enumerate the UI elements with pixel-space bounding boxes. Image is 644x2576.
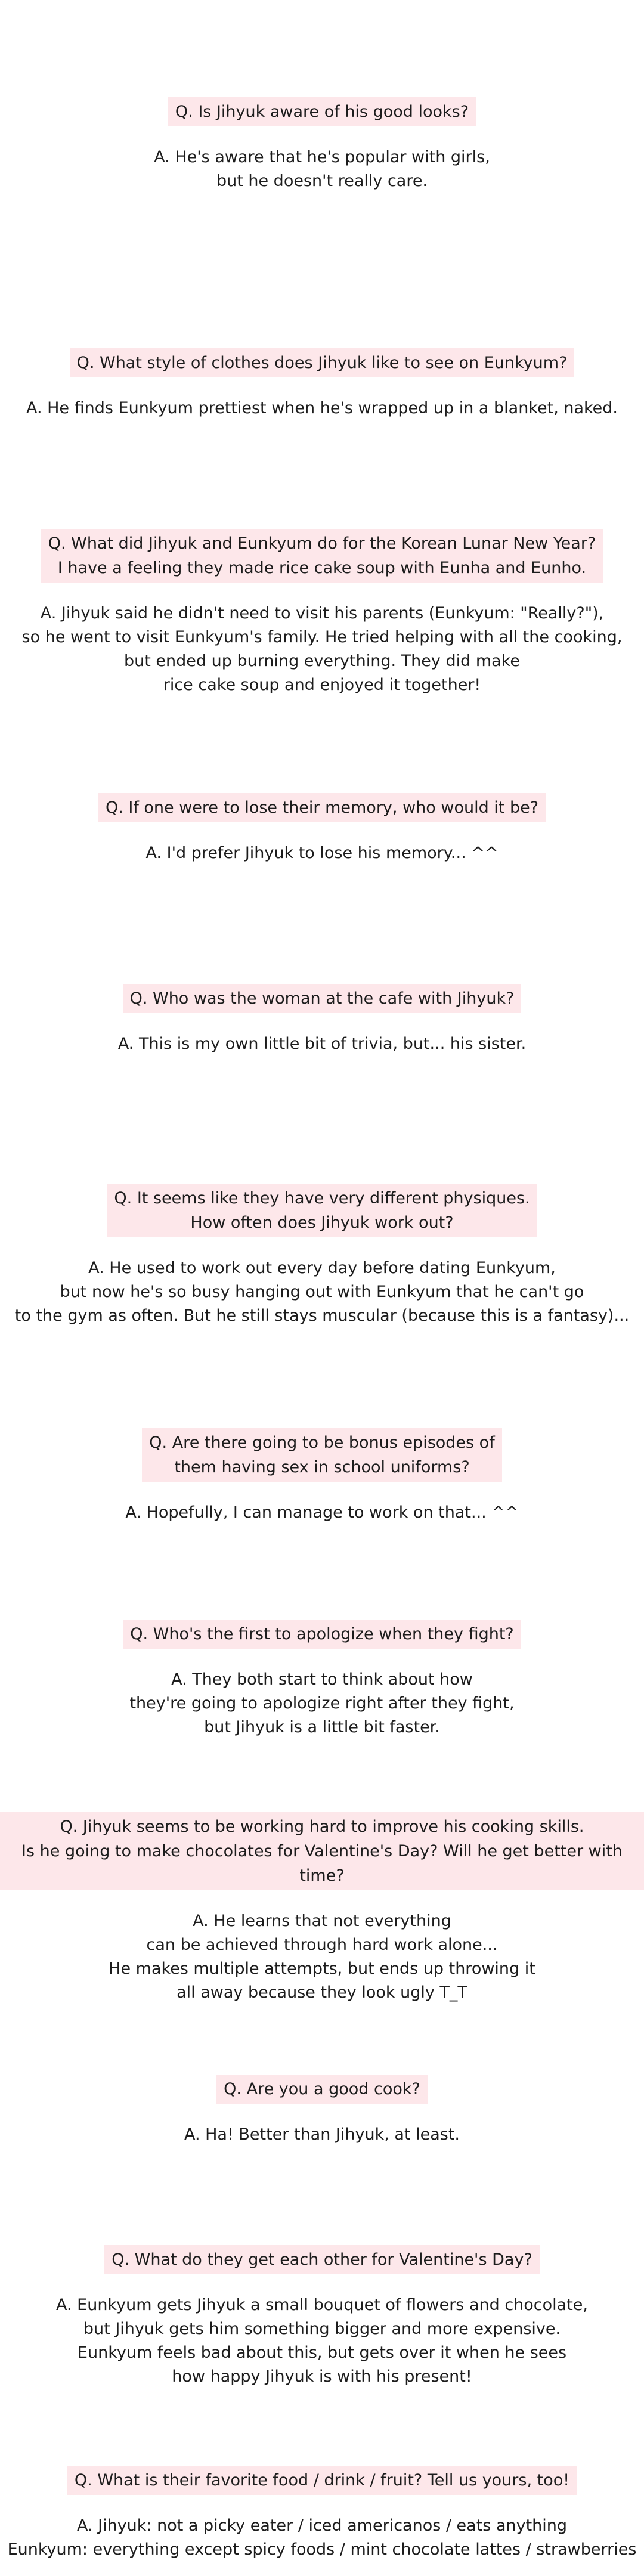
qa-item [0, 2245, 644, 2389]
answer: A. Jihyuk: not a picky eater / iced americanos / eats anything Eunkyum: everything except spicy foods / mint chocolate lattes / strawberries [7, 2516, 637, 2559]
qa-item [0, 1620, 644, 1739]
question: Q. Jihyuk seems to be working hard to improve his cooking skills. Is he going to make chocolates for Valentine's Day? Will he get better with time? [0, 1812, 644, 1890]
question: Q. What is their favorite food / drink / fruit? Tell us yours, too! [67, 2466, 577, 2495]
question: Q. What style of clothes does Jihyuk like to see on Eunkyum? [70, 348, 575, 377]
answer: A. They both start to think about how they're going to apologize right after they fight, but Jihyuk is a little bit faster. [129, 1670, 515, 1736]
answer: A. This is my own little bit of trivia, but... his sister. [117, 1035, 527, 1053]
answer: A. He used to work out every day before dating Eunkyum, but now he's so busy hanging out with Eunkyum that he can't go to the gym as often. But he still stays muscular (because this is a fantasy)... [14, 1259, 630, 1325]
question: Q. Are there going to be bonus episodes of them having sex in school uniforms? [142, 1428, 501, 1482]
question: Q. What did Jihyuk and Eunkyum do for the Korean Lunar New Year? I have a feeling they made rice cake soup with Eunha and Eunho. [41, 529, 603, 583]
question: Q. Are you a good cook? [216, 2075, 428, 2104]
question: Q. If one were to lose their memory, who would it be? [98, 793, 546, 822]
qa-item [0, 2075, 644, 2147]
answer: A. Ha! Better than Jihyuk, at least. [184, 2125, 460, 2144]
qa-item [0, 793, 644, 865]
qa-item [0, 2466, 644, 2562]
answer: A. Jihyuk said he didn't need to visit his parents (Eunkyum: "Really?"), so he went to visit Eunkyum's family. He tried helping with all the cooking, but ended up burning everything. They did make rice cake soup and enjoyed it together! [21, 604, 623, 694]
answer: A. I'd prefer Jihyuk to lose his memory... ^^ [145, 844, 499, 862]
qa-item [0, 348, 644, 420]
question: Q. What do they get each other for Valentine's Day? [104, 2245, 540, 2274]
qa-item [0, 1428, 644, 1525]
answer: A. He finds Eunkyum prettiest when he's wrapped up in a blanket, naked. [26, 399, 618, 417]
answer: A. Eunkyum gets Jihyuk a small bouquet of flowers and chocolate, but Jihyuk gets him something bigger and more expensive. Eunkyum feels bad about this, but gets over it when he sees how happy Jihyuk is with his present! [55, 2296, 588, 2386]
question: Q. Who's the first to apologize when they fight? [123, 1620, 521, 1649]
qa-item [0, 529, 644, 697]
answer: A. He learns that not everything can be achieved through hard work alone... He makes multiple attempts, but ends up throwing it all away because they look ugly T_T [109, 1912, 535, 2002]
question: Q. Is Jihyuk aware of his good looks? [168, 97, 476, 126]
answer: A. Hopefully, I can manage to work on that... ^^ [125, 1503, 519, 1522]
qa-item [0, 1184, 644, 1328]
question: Q. It seems like they have very different physiques. How often does Jihyuk work out? [107, 1184, 537, 1237]
question: Q. Who was the woman at the cafe with Jihyuk? [123, 984, 522, 1013]
qa-item [0, 97, 644, 193]
qa-item [0, 1812, 644, 2005]
qa-item [0, 984, 644, 1056]
answer: A. He's aware that he's popular with girls, but he doesn't really care. [154, 148, 490, 190]
